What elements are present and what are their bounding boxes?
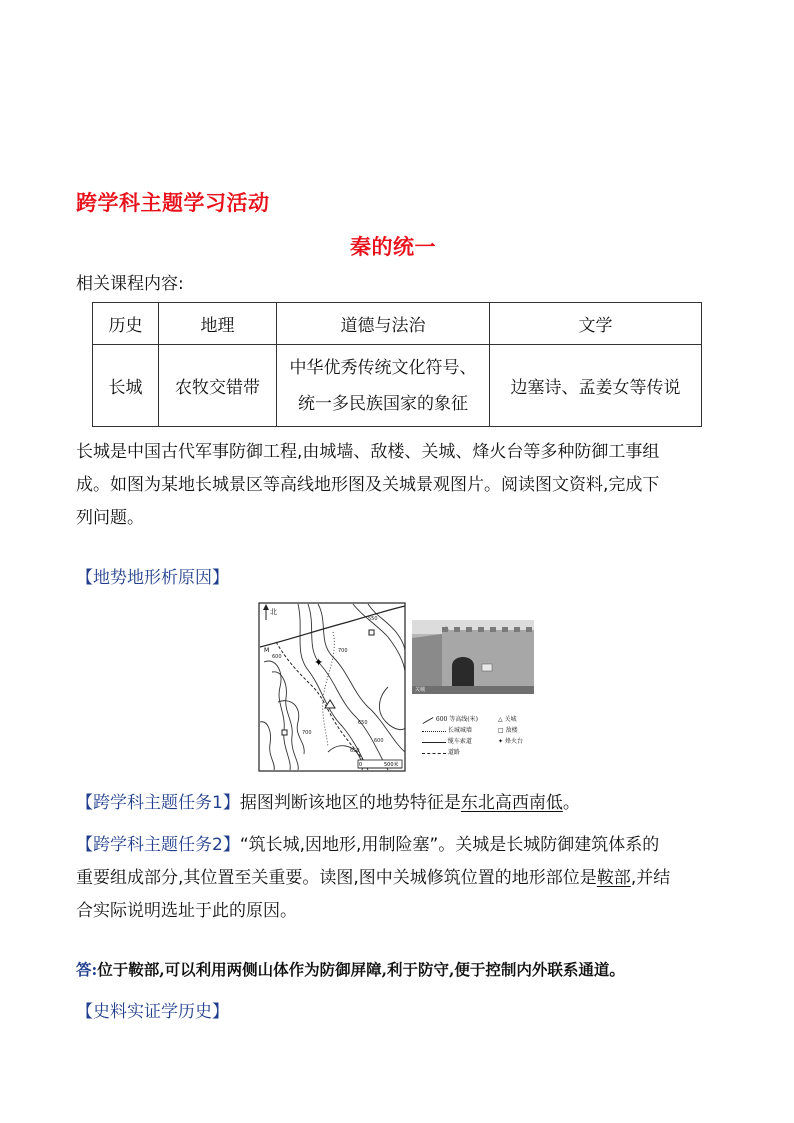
task1-answer: 东北高西南低 [460,793,563,813]
table-header-cell: 历史 [93,303,159,345]
task2-answer: 鞍部 [596,868,631,888]
task1-text: 据图判断该地区的地势特征是 [239,793,461,813]
table-header-cell: 文学 [490,303,702,345]
course-table [92,302,702,427]
task2-line: 重要组成部分,其位置至关重要。读图,图中关城修筑位置的地形部位是鞍部,并结 [76,868,671,888]
legend-road: 道路 [422,747,494,758]
task1 [76,787,580,820]
answer-label: 答: [76,960,98,979]
contour-label: 600 [272,654,282,660]
contour-label: 650 [350,748,360,754]
scale-bar [358,760,402,768]
table-cell: 农牧交错带 [159,345,277,427]
beacon-icon: ✦ [498,738,504,745]
table-cell: 长城 [93,345,159,427]
contour-map [258,602,408,774]
table-cell-line: 统一多民族国家的象征 [298,393,468,414]
tower-marker [369,630,374,635]
figure [258,602,534,774]
intro-label: 相关课程内容: [76,274,184,294]
legend-cable: 缆车索道 [422,736,494,747]
task2-line: 合实际说明选址于此的原因。 [76,901,297,921]
legend-tower: □ 敌楼 [498,727,518,734]
photo-caption: 关城 [415,687,426,693]
table-cell [277,345,490,427]
task2-label: 【跨学科主题任务2】 [76,835,240,855]
north-label: 北 [270,608,277,616]
beacon-marker: ✦ [314,656,324,669]
section-heading-terrain: 【地势地形析原因】 [76,568,229,588]
section-heading-history: 【史料实证学历史】 [76,1002,229,1022]
task1-label: 【跨学科主题任务1】 [76,793,240,813]
passage-line: 成。如图为某地长城景区等高线地形图及关城景观图片。阅读图文资料,完成下 [76,475,660,495]
contour-label: 700 [338,648,348,654]
legend-beacon: ✦ 烽火台 [498,738,523,745]
contour-label: 550 [368,616,378,622]
contour-label: 650 [358,720,368,726]
table-cell-line: 中华优秀传统文化符号、 [289,357,477,378]
activity-title: 跨学科主题学习活动 [76,191,270,215]
legend-contour: 600 等高线(米) [422,714,494,725]
legend-pass: △ 关城 [498,716,517,723]
passage-line: 长城是中国古代军事防御工程,由城墙、敌楼、关城、烽火台等多种防御工事组 [76,442,660,462]
passage-line: 列问题。 [76,508,144,528]
table-header-cell: 地理 [159,303,277,345]
answer [76,958,625,982]
passage [76,436,659,535]
task2-line: 【跨学科主题任务2】“筑长城,因地形,用制险塞”。关城是长城防御建筑体系的 [76,835,660,855]
table-cell: 边塞诗、孟姜女等传说 [490,345,702,427]
table-header-cell: 道德与法治 [277,303,490,345]
task1-end: 。 [562,793,580,813]
triangle-icon: △ [498,716,503,723]
page-subtitle: 秦的统一 [350,235,436,259]
pass-photo [412,620,534,694]
contour-label: 600 [374,738,384,744]
m-label: M [264,647,270,654]
square-icon: □ [498,727,504,734]
legend-wall: 长城城墙 [422,725,494,736]
answer-text: 位于鞍部,可以利用两侧山体作为防御屏障,利于防守,便于控制内外联系通道。 [97,960,625,979]
scale-zero: 0 [359,762,363,768]
scale-distance: 500米 [384,762,399,768]
map-legend [422,714,534,772]
tower-marker [282,730,287,735]
task2 [76,829,670,928]
contour-label: 700 [302,730,312,736]
